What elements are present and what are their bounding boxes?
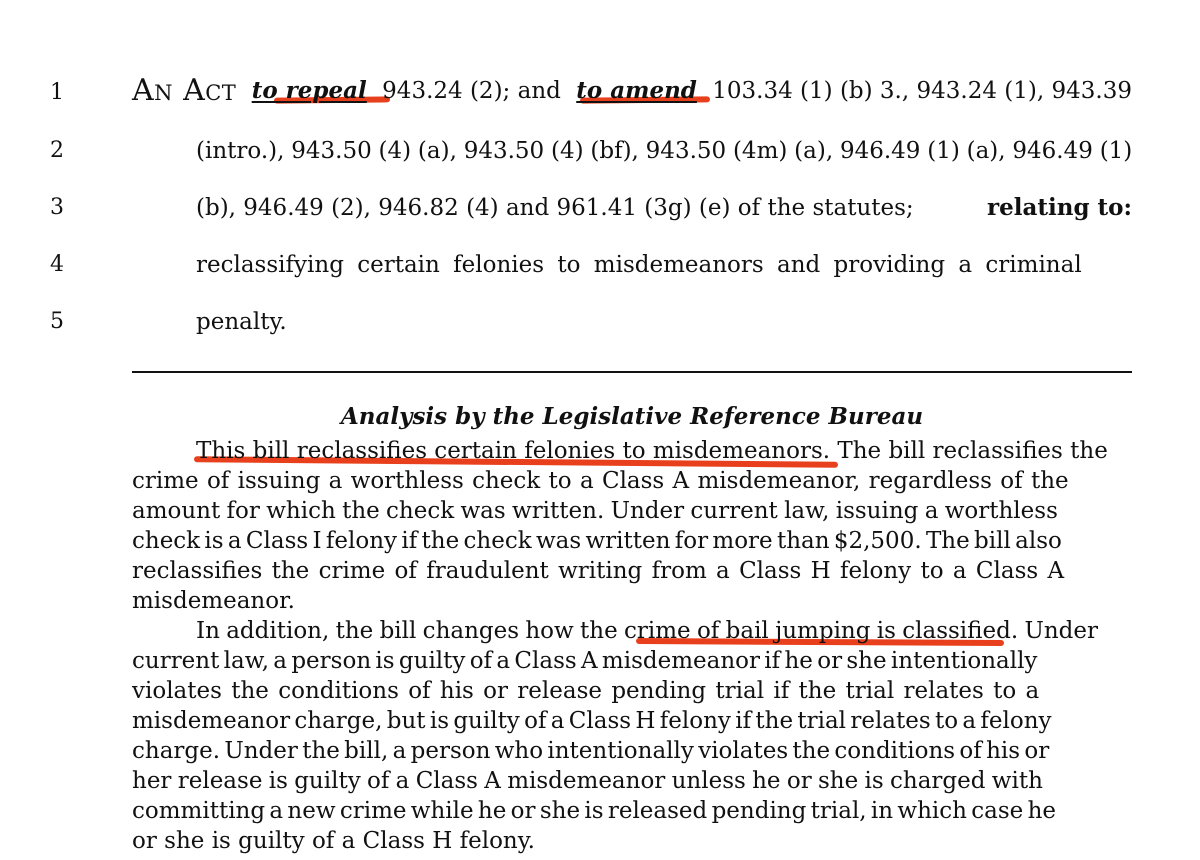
- p1-first-rest: . The bill reclassifies the: [822, 438, 1108, 464]
- p1-line-5: reclassifies the crime of fraudulent writing from a Class H felony to a Class A: [132, 558, 1065, 584]
- p1-line-3: amount for which the check was written. Under current law, issuing a worthless: [132, 498, 1058, 524]
- p2-first-pre: In addition, the bill changes how the: [196, 618, 618, 644]
- p1-line-6: misdemeanor.: [132, 588, 295, 614]
- relating-to-label: relating to:: [986, 194, 1132, 221]
- p2-first-rest: ed. Under: [982, 618, 1098, 644]
- p2-line-3: violates the conditions of his or release pending trial if the trial relates to a: [132, 678, 1040, 704]
- section-divider: [132, 371, 1132, 373]
- line-number-4: 4: [50, 252, 64, 277]
- amend-statutes: 103.34 (1) (b) 3., 943.24 (1), 943.39: [712, 78, 1132, 104]
- p2-line-1: [196, 616, 1132, 646]
- repeal-statutes: 943.24 (2); and: [382, 78, 561, 104]
- line-number-1: 1: [50, 80, 64, 105]
- act-line-5: penalty.: [196, 309, 287, 335]
- p2-line-7: committing a new crime while he or she is released pending trial, in which case he: [132, 798, 1057, 824]
- p1-line-2: crime of issuing a worthless check to a Class A misdemeanor, regardless of the: [132, 468, 1069, 494]
- line-number-5: 5: [50, 309, 64, 334]
- act-line-3-text: (b), 946.49 (2), 946.82 (4) and 961.41 (3g) (e) of the statutes;: [196, 195, 914, 221]
- act-lead: An Act: [132, 73, 237, 108]
- p1-highlight: This bill reclassifies certain felonies to misdemeanors: [196, 438, 823, 464]
- p2-line-4: misdemeanor charge, but is guilty of a Class H felony if the trial relates to a felony: [132, 708, 1052, 734]
- p2-line-2: current law, a person is guilty of a Class A misdemeanor if he or she intentionally: [132, 648, 1038, 674]
- act-line-4: reclassifying certain felonies to misdemeanors and providing a criminal: [196, 252, 1082, 278]
- p1-line-1: [196, 436, 1132, 466]
- analysis-title: Analysis by the Legislative Reference Bureau: [340, 403, 924, 430]
- p1-line-4: check is a Class I felony if the check was written for more than $2,500. The bill also: [132, 528, 1062, 554]
- act-line-3: [196, 193, 1132, 223]
- act-line-1: [132, 73, 1132, 108]
- amend-phrase: to amend: [576, 77, 697, 104]
- p2-highlight: crime of bail jumping is classifi: [624, 618, 983, 644]
- p2-line-5: charge. Under the bill, a person who intentionally violates the conditions of his or: [132, 738, 1050, 764]
- p2-line-6: her release is guilty of a Class A misdemeanor unless he or she is charged with: [132, 768, 1043, 794]
- p2-line-8: or she is guilty of a Class H felony.: [132, 828, 535, 854]
- line-number-3: 3: [50, 195, 64, 220]
- repeal-phrase: to repeal: [251, 77, 367, 104]
- act-line-2: (intro.), 943.50 (4) (a), 943.50 (4) (bf), 943.50 (4m) (a), 946.49 (1) (a), 946.49 (1): [196, 138, 1133, 164]
- line-number-2: 2: [50, 138, 64, 163]
